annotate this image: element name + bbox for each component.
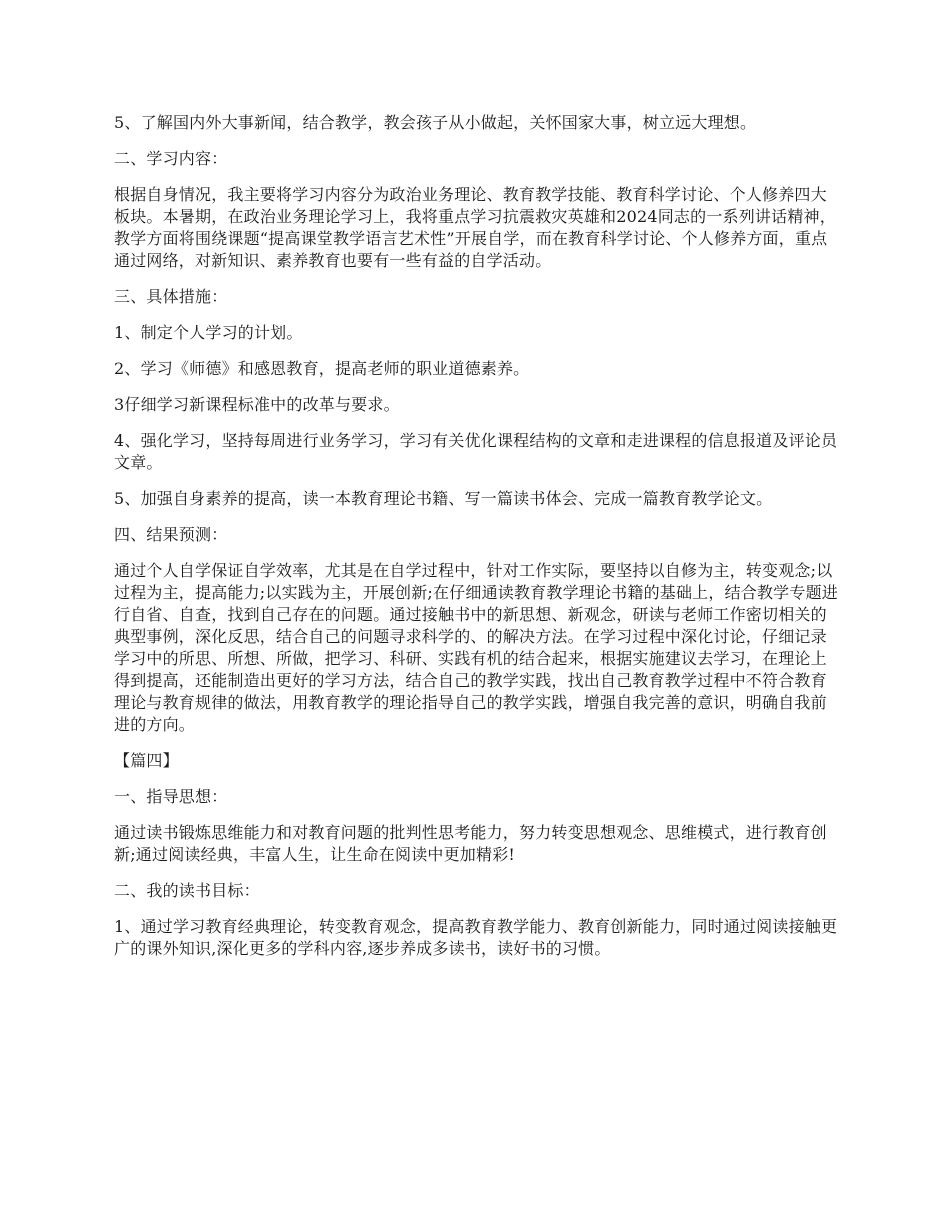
paragraph-measure-2: 2、学习《师德》和感恩教育，提高老师的职业道德素养。 [114, 359, 530, 378]
section-title-part-four: 【篇四】 [114, 751, 179, 770]
paragraph-result-prediction: 通过个人自学保证自学效率，尤其是在自学过程中，针对工作实际，要坚持以自修为主，转变观念;以过程为主，提高能力;以实践为主，开展创新;在仔细通读教育教学理论书籍的基础上，结合教学专题进行自省、自查，找到自己存在的问题。通过接触书中的新思想、新观念，研读与老师工作密切相关的典型事例，深化反思，结合自己的问题寻求科学的、的解决方法。在学习过程中深化讨论，仔细记录学习中的所思、所想、所做，把学习、科研、实践有机的结合起来，根据实施建议去学习，在理论上得到提高，还能制造出更好的学习方法，结合自己的教学实践，找出自己教育教学过程中不符合教育理论与教育规律的做法，用教育教学的理论指导自己的教学实践，增强自我完善的意识，明确自我前进的方向。 [114, 561, 838, 734]
paragraph-measure-3: 3仔细学习新课程标准中的改革与要求。 [114, 395, 400, 414]
paragraph-guiding-thought: 通过读书锻炼思维能力和对教育问题的批判性思考能力，努力转变思想观念、思维模式，进行教育创新;通过阅读经典，丰富人生，让生命在阅读中更加精彩! [114, 823, 827, 864]
paragraph-measure-1: 1、制定个人学习的计划。 [114, 323, 303, 342]
heading-result-prediction: 四、结果预测： [114, 525, 228, 544]
paragraph-goal-5: 5、了解国内外大事新闻，结合教学，教会孩子从小做起，关怀国家大事，树立远大理想。 [114, 113, 757, 132]
paragraph-reading-goal-1: 1、通过学习教育经典理论，转变教育观念，提高教育教学能力、教育创新能力，同时通过阅读接触更广的课外知识,深化更多的学科内容,逐步养成多读书，读好书的习惯。 [114, 917, 838, 958]
heading-learning-content: 二、学习内容： [114, 149, 228, 168]
paragraph-learning-content: 根据自身情况，我主要将学习内容分为政治业务理论、教育教学技能、教育科学讨论、个人修养四大板块。本暑期，在政治业务理论学习上，我将重点学习抗震救灾英雄和2024同志的一系列讲话精神，教学方面将围绕课题“提高课堂教学语言艺术性”开展自学，而在教育科学讨论、个人修养方面，重点通过网络，对新知识、素养教育也要有一些有益的自学活动。 [114, 185, 836, 270]
paragraph-measure-5: 5、加强自身素养的提高，读一本教育理论书籍、写一篇读书体会、完成一篇教育教学论文。 [114, 489, 773, 508]
document-body [114, 112, 838, 974]
heading-specific-measures: 三、具体措施： [114, 287, 228, 306]
heading-guiding-thought: 一、指导思想： [114, 787, 228, 806]
heading-reading-goals: 二、我的读书目标： [114, 881, 260, 900]
paragraph-measure-4: 4、强化学习，坚持每周进行业务学习，学习有关优化课程结构的文章和走进课程的信息报道及评论员文章。 [114, 431, 838, 472]
